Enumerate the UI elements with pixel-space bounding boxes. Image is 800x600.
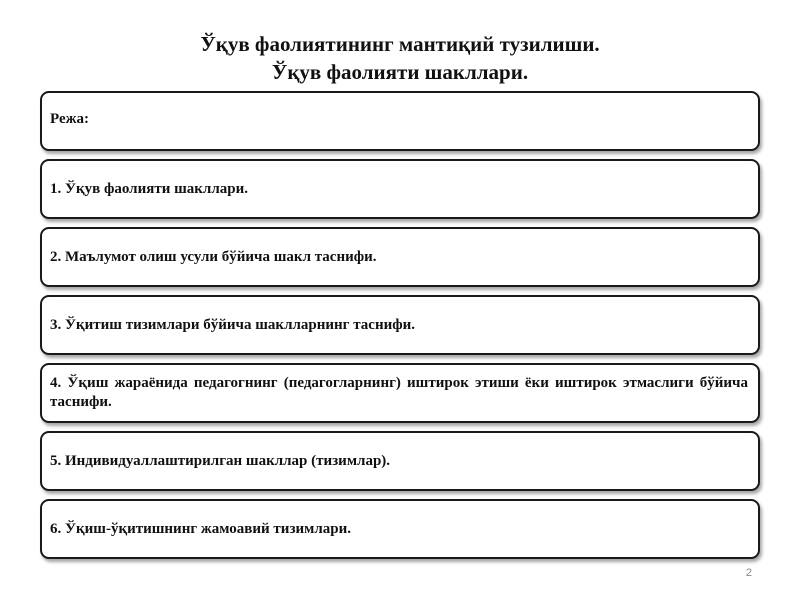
plan-item-5-text: 5. Индивидуаллаштирилган шакллар (тизимлар). [50,452,391,469]
plan-item-box-2 [40,227,760,287]
plan-item-6-text: 6. Ўқиш-ўқитишнинг жамоавий тизимлари. [50,520,351,537]
plan-item-4-text: 4. Ўқиш жараёнида педагогнинг (педагогларнинг) иштирок этиши ёки иштирок этмаслиги бўйича таснифи. [50,375,748,410]
page-number: 2 [745,567,752,579]
plan-item-box-6 [40,499,760,559]
plan-item-box-3 [40,295,760,355]
plan-item-2-text: 2. Маълумот олиш усули бўйича шакл таснифи. [50,248,377,265]
plan-heading-box [40,91,760,151]
plan-item-3-text: 3. Ўқитиш тизимлари бўйича шаклларнинг таснифи. [50,316,415,333]
plan-item-box-4 [40,363,760,423]
plan-item-box-1 [40,159,760,219]
plan-heading-label: Режа: [50,111,89,127]
slide-title-line-2: Ўқув фаолияти шакллари. [271,60,529,84]
plan-item-1-text: 1. Ўқув фаолияти шакллари. [50,180,248,197]
plan-item-box-5 [40,431,760,491]
slide-title [0,30,800,86]
slide-title-line-1: Ўқув фаолиятининг мантиқий тузилиши. [200,32,600,56]
